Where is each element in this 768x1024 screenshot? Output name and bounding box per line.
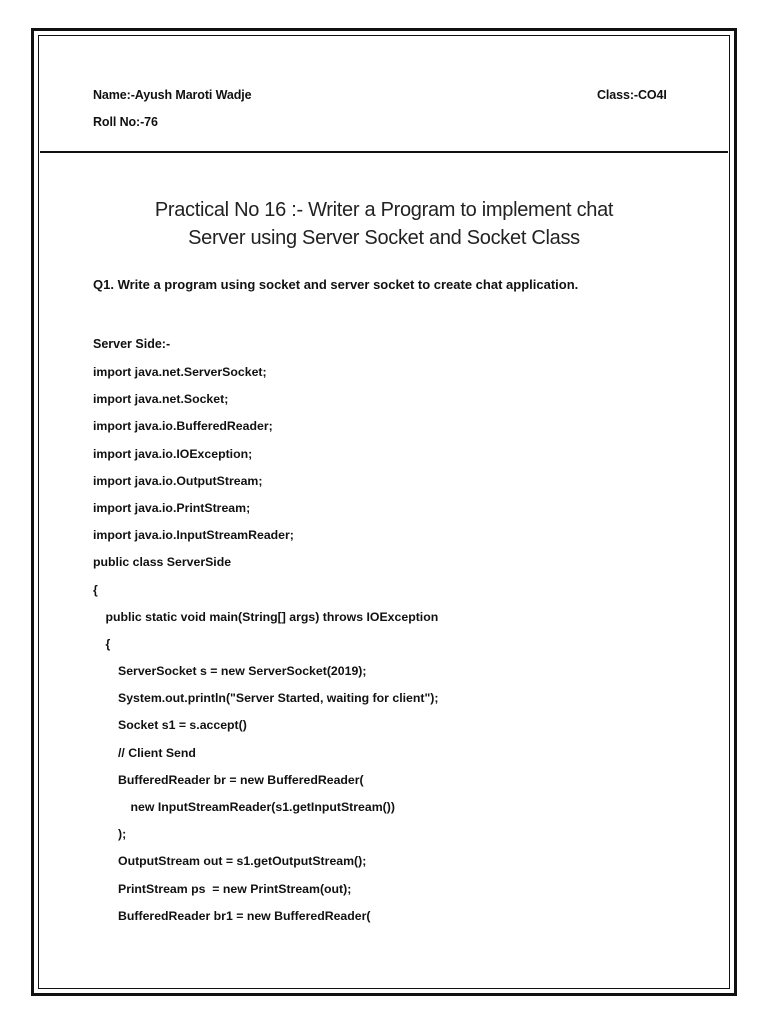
code-line: PrintStream ps = new PrintStream(out); [118, 881, 352, 896]
code-line: { [93, 582, 98, 597]
code-line: BufferedReader br = new BufferedReader( [118, 772, 364, 787]
code-line: import java.net.ServerSocket; [93, 365, 267, 379]
code-line: OutputStream out = s1.getOutputStream(); [118, 854, 367, 869]
code-line: BufferedReader br1 = new BufferedReader( [118, 908, 371, 923]
practical-title-line-1: Practical No 16 :- Writer a Program to implement chat [154, 199, 614, 221]
code-line: import java.io.PrintStream; [93, 500, 251, 515]
student-class: Class:-CO4I [597, 88, 667, 102]
section-heading: Server Side:- [93, 337, 171, 351]
code-line: new InputStreamReader(s1.getInputStream()) [130, 800, 395, 814]
question-text: Q1. Write a program using socket and server socket to create chat application. [93, 277, 579, 292]
code-line: System.out.println("Server Started, waiting for client"); [118, 691, 439, 706]
code-line: Socket s1 = s.accept() [118, 718, 247, 733]
student-name: Name:-Ayush Maroti Wadje [93, 88, 252, 102]
code-line: import java.io.IOException; [93, 446, 253, 461]
code-line: import java.io.InputStreamReader; [93, 528, 294, 543]
code-line: import java.net.Socket; [93, 392, 229, 407]
code-line: import java.io.BufferedReader; [93, 419, 273, 434]
practical-title-line-2: Server using Server Socket and Socket Class [188, 227, 580, 249]
code-line: public static void main(String[] args) throws IOException [105, 609, 439, 624]
roll-number: Roll No:-76 [93, 115, 158, 129]
code-line: public class ServerSide [93, 555, 232, 570]
code-line: { [105, 636, 111, 651]
code-listing [93, 365, 439, 936]
header-divider [40, 151, 728, 153]
code-line: ); [118, 827, 127, 842]
code-line: // Client Send [118, 745, 196, 760]
code-line: import java.io.OutputStream; [93, 473, 263, 488]
code-line: ServerSocket s = new ServerSocket(2019); [118, 664, 367, 679]
